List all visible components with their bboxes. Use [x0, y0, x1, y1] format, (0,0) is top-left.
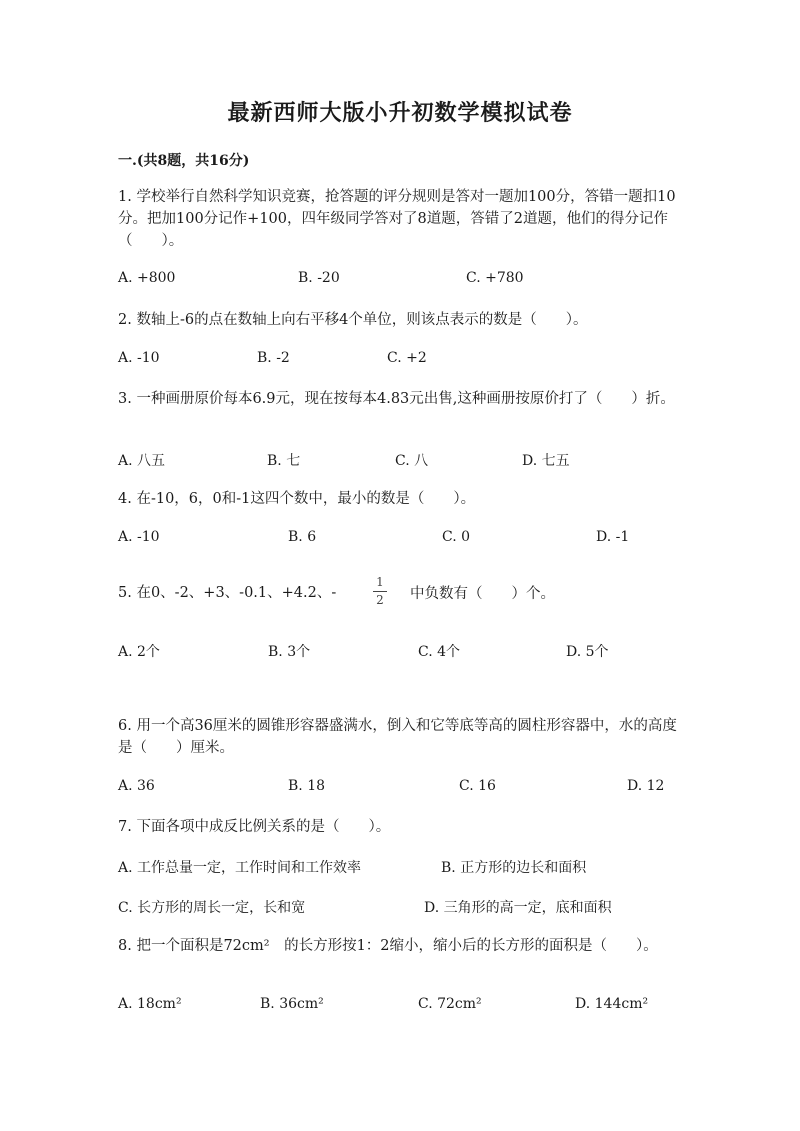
- q3-option-d: D. 七五: [522, 453, 570, 469]
- q6-option-b: B. 18: [288, 778, 326, 794]
- page-title: 最新西师大版小升初数学模拟试卷: [227, 100, 573, 126]
- q1-option-b: B. -20: [298, 270, 340, 286]
- q7-option-b: B. 正方形的边长和面积: [441, 860, 587, 876]
- q6-option-d: D. 12: [627, 778, 665, 794]
- q6-option-c: C. 16: [459, 778, 496, 794]
- q5-option-a: A. 2个: [118, 644, 160, 660]
- q3-option-b: B. 七: [267, 453, 301, 469]
- q2-option-c: C. +2: [387, 350, 427, 366]
- q4-option-b: B. 6: [288, 529, 317, 545]
- question-3: 3. 一种画册原价每本6.9元，现在按每本4.83元出售,这种画册按原价打了（ ）折。: [118, 391, 675, 407]
- fraction-numerator: 1: [376, 575, 384, 589]
- question-1: 1. 学校举行自然科学知识竞赛，抢答题的评分规则是答对一题加100分，答错一题扣10分。把加100分记作+100，四年级同学答对了8道题，答错了2道题，他们的得分记作（ ）。: [118, 189, 676, 249]
- q4-option-d: D. -1: [596, 529, 630, 545]
- q4-option-a: A. -10: [118, 529, 160, 545]
- question-8: 8. 把一个面积是72cm² 的长方形按1：2缩小，缩小后的长方形的面积是（ ）。: [118, 938, 658, 954]
- q5-option-d: D. 5个: [566, 644, 609, 660]
- q2-option-a: A. -10: [118, 350, 160, 366]
- q7-option-a: A. 工作总量一定，工作时间和工作效率: [118, 860, 362, 876]
- q1-option-c: C. +780: [466, 270, 524, 286]
- question-4: 4. 在-10，6，0和-1这四个数中，最小的数是（ ）。: [118, 491, 476, 507]
- question-2: 2. 数轴上-6的点在数轴上向右平移4个单位，则该点表示的数是（ ）。: [118, 312, 588, 328]
- q5-option-b: B. 3个: [268, 644, 311, 660]
- q5-option-c: C. 4个: [418, 644, 461, 660]
- question-5: 5. 在0、-2、+3、-0.1、+4.2、-: [118, 585, 337, 601]
- section-heading: 一.(共8题，共16分): [118, 153, 250, 169]
- q8-option-c: C. 72cm²: [418, 996, 482, 1012]
- q3-option-c: C. 八: [395, 453, 429, 469]
- q2-option-b: B. -2: [257, 350, 290, 366]
- q8-option-b: B. 36cm²: [260, 996, 324, 1012]
- q8-option-a: A. 18cm²: [118, 996, 182, 1012]
- fraction-bar: [373, 591, 387, 592]
- q8-option-d: D. 144cm²: [575, 996, 649, 1012]
- question-5-suffix: 中负数有（ ）个。: [410, 586, 555, 602]
- q7-option-d: D. 三角形的高一定，底和面积: [424, 900, 612, 916]
- q7-option-c: C. 长方形的周长一定，长和宽: [118, 900, 306, 916]
- q6-option-a: A. 36: [118, 778, 155, 794]
- question-6: 6. 用一个高36厘米的圆锥形容器盛满水，倒入和它等底等高的圆柱形容器中，水的高度是（ ）厘米。: [118, 718, 677, 756]
- fraction-one-half: [373, 576, 387, 607]
- q4-option-c: C. 0: [442, 529, 471, 545]
- q1-option-a: A. +800: [118, 270, 176, 286]
- question-7: 7. 下面各项中成反比例关系的是（ ）。: [118, 819, 391, 835]
- q3-option-a: A. 八五: [118, 453, 166, 469]
- fraction-denominator: 2: [376, 593, 384, 607]
